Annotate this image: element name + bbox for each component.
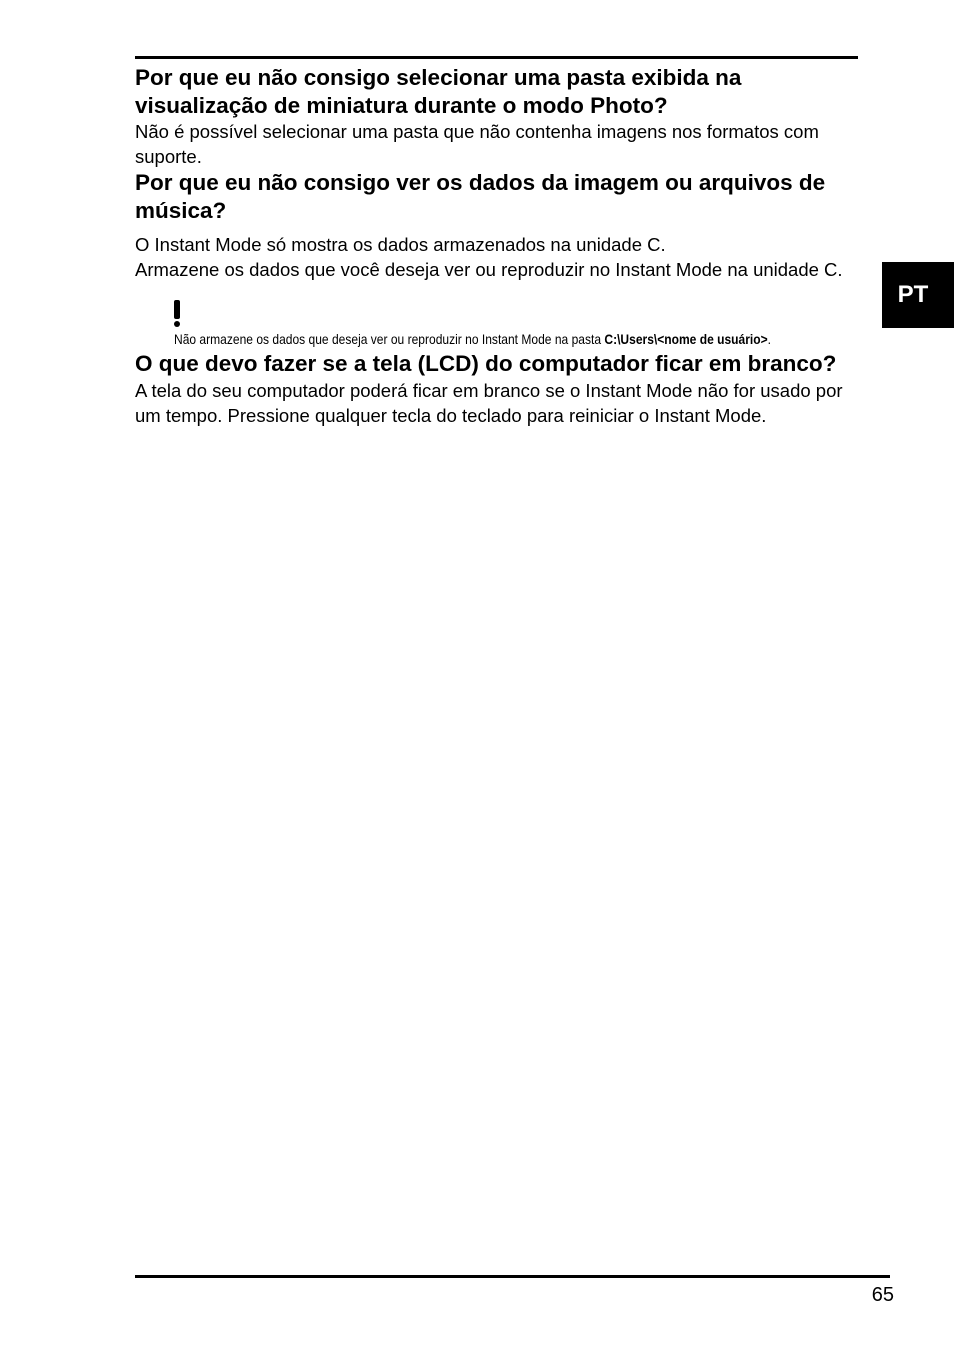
exclamation-icon bbox=[174, 300, 181, 328]
warning-note-text bbox=[174, 328, 862, 350]
answer-line: Armazene os dados que você deseja ver ou reproduzir no Instant Mode na unidade C. bbox=[135, 259, 843, 280]
bottom-rule bbox=[135, 1275, 890, 1278]
note-text-main: Não armazene os dados que deseja ver ou reproduzir no Instant Mode na pasta bbox=[174, 331, 605, 347]
answer-image-music-data bbox=[135, 232, 860, 282]
question-heading-folder-selection: Por que eu não consigo selecionar uma pasta exibida na visualização de miniatura durante o modo Photo? bbox=[135, 65, 742, 118]
warning-note bbox=[174, 300, 864, 350]
page-number: 65 bbox=[871, 1284, 894, 1306]
question-heading-blank-screen: O que devo fazer se a tela (LCD) do computador ficar em branco? bbox=[135, 351, 837, 376]
language-tab-pt: PT bbox=[882, 262, 954, 328]
page-content bbox=[135, 64, 860, 428]
question-heading-image-music-data: Por que eu não consigo ver os dados da imagem ou arquivos de música? bbox=[135, 170, 826, 223]
answer-line: O Instant Mode só mostra os dados armazenados na unidade C. bbox=[135, 234, 666, 255]
note-text-end: . bbox=[767, 331, 771, 347]
note-folder-path: C:\Users\<nome de usuário> bbox=[604, 331, 768, 347]
top-rule bbox=[135, 56, 858, 59]
answer-folder-selection: Não é possível selecionar uma pasta que não contenha imagens nos formatos com suporte. bbox=[135, 121, 819, 167]
answer-blank-screen: A tela do seu computador poderá ficar em branco se o Instant Mode não for usado por um tempo. Pressione qualquer tecla do teclado para reiniciar o Instant Mode. bbox=[135, 379, 843, 426]
